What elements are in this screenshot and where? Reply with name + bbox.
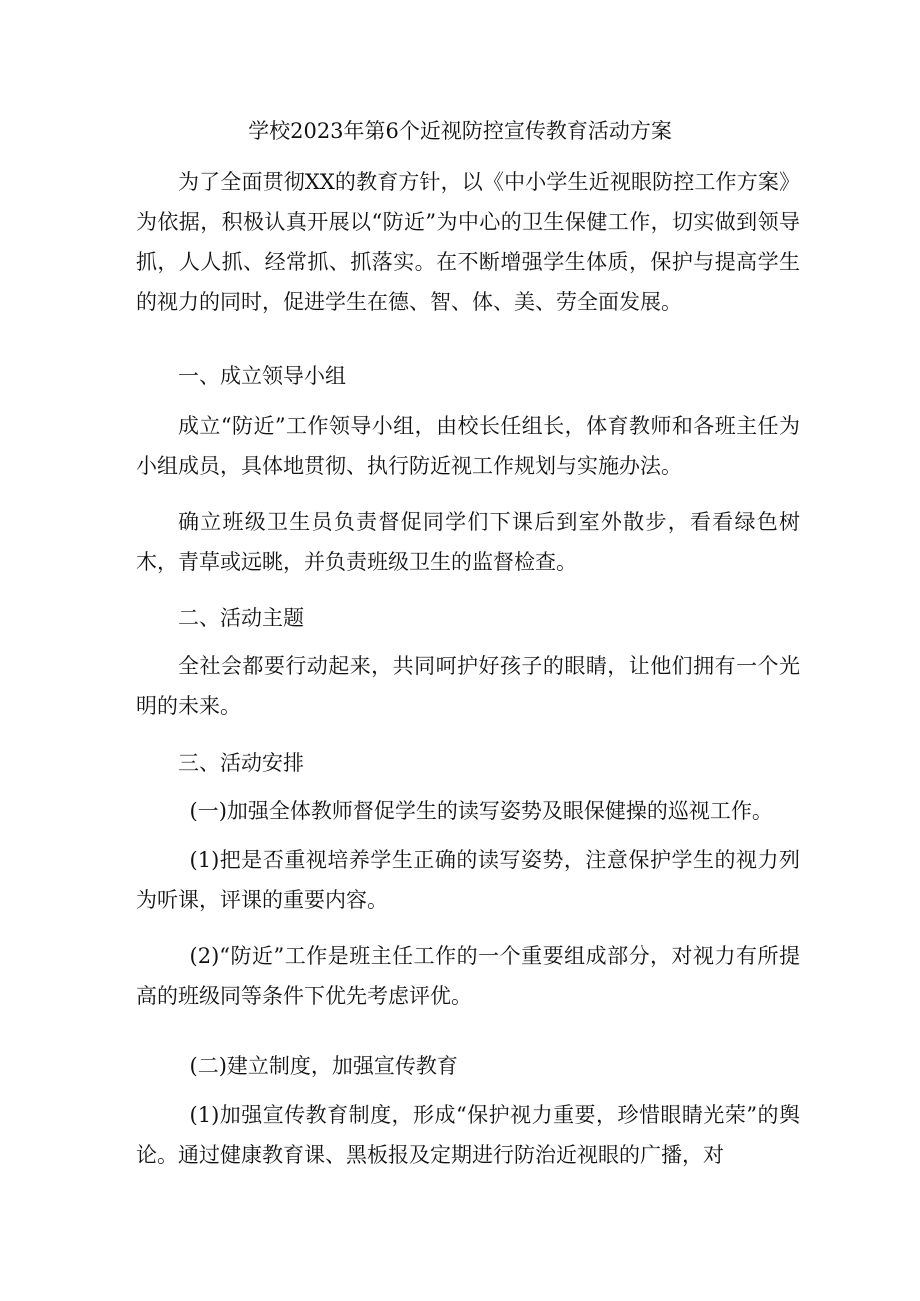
subsection-heading-teachers: (一)加强全体教师督促学生的读写姿势及眼保健操的巡视工作。 [189, 799, 773, 823]
intro-paragraph: 为了全面贯彻XX的教育方针，以《中小学生近视眼防控工作方案》为依据，积极认真开展以“防近”为中心的卫生保健工作，切实做到领导抓，人人抓、经常抓、抓落实。在不断增强学生体质，保护与提高学生的视力的同时，促进学生在德、智、体、美、劳全面发展。 [136, 170, 800, 314]
class-monitor-paragraph: 确立班级卫生员负责督促同学们下课后到室外散步，看看绿色树木，青草或远眺，并负责班级卫生的监督检查。 [136, 510, 800, 574]
theme-paragraph: 全社会都要行动起来，共同呵护好孩子的眼睛，让他们拥有一个光明的未来。 [136, 654, 800, 718]
section-heading-arrangement: 三、活动安排 [178, 751, 304, 775]
section-heading-theme: 二、活动主题 [178, 606, 304, 630]
list-item-class-evaluation: (2)“防近”工作是班主任工作的一个重要组成部分，对视力有所提高的班级同等条件下优先考虑评优。 [136, 944, 800, 1008]
section-heading-leadership: 一、成立领导小组 [178, 364, 346, 388]
list-item-publicity: (1)加强宣传教育制度，形成“保护视力重要，珍惜眼睛光荣”的舆论。通过健康教育课、黑板报及定期进行防治近视眼的广播，对 [136, 1103, 800, 1167]
subsection-heading-system: (二)建立制度，加强宣传教育 [189, 1054, 458, 1078]
list-item-posture: (1)把是否重视培养学生正确的读写姿势，注意保护学生的视力列为听课，评课的重要内容。 [136, 848, 800, 912]
document-title: 学校2023年第6个近视防控宣传教育活动方案 [248, 119, 672, 143]
leadership-paragraph: 成立“防近”工作领导小组，由校长任组长，体育教师和各班主任为小组成员，具体地贯彻、执行防近视工作规划与实施办法。 [136, 414, 800, 478]
